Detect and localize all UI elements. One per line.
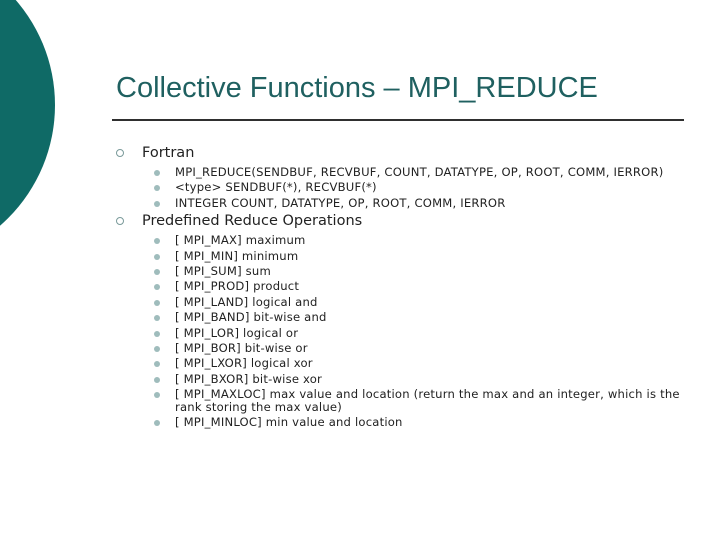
section-heading-text: Predefined Reduce Operations <box>142 213 363 230</box>
list-item-text: [ MPI_MAXLOC] max value and location (return the max and an integer, which is the rank storing the max value) <box>175 387 680 414</box>
dot-bullet-icon <box>154 331 160 337</box>
list-item-text: [ MPI_MINLOC] min value and location <box>175 415 403 430</box>
list-item <box>116 296 696 309</box>
list-item <box>116 342 696 355</box>
section-heading <box>116 144 696 162</box>
dot-bullet-icon <box>154 185 160 191</box>
section-heading <box>116 212 696 230</box>
list-item-text: [ MPI_BOR] bit-wise or <box>175 340 308 355</box>
list-item <box>116 388 696 414</box>
section-fortran <box>116 144 696 210</box>
list-item <box>116 280 696 293</box>
dot-bullet-icon <box>154 238 160 244</box>
list-item <box>116 166 696 179</box>
decorative-circles <box>0 0 120 300</box>
list-item-text: [ MPI_PROD] product <box>175 279 300 294</box>
dot-bullet-icon <box>154 201 160 207</box>
dot-bullet-icon <box>154 361 160 367</box>
slide-content <box>116 144 696 432</box>
dot-bullet-icon <box>154 284 160 290</box>
list-item-text: [ MPI_MIN] minimum <box>175 248 299 263</box>
list-item-text: [ MPI_LXOR] logical xor <box>175 356 313 371</box>
list-item <box>116 197 696 210</box>
list-item-text: INTEGER COUNT, DATATYPE, OP, ROOT, COMM, IERROR <box>175 195 506 210</box>
list-item-text: <type> SENDBUF(*), RECVBUF(*) <box>175 180 377 195</box>
list-item <box>116 373 696 386</box>
dot-bullet-icon <box>154 269 160 275</box>
list-item <box>116 234 696 247</box>
hollow-circle-bullet-icon <box>116 217 124 225</box>
dot-bullet-icon <box>154 300 160 306</box>
list-item-text: [ MPI_SUM] sum <box>175 263 271 278</box>
dot-bullet-icon <box>154 315 160 321</box>
dot-bullet-icon <box>154 254 160 260</box>
list-item <box>116 265 696 278</box>
dot-bullet-icon <box>154 170 160 176</box>
dot-bullet-icon <box>154 377 160 383</box>
section-reduce-operations <box>116 212 696 429</box>
hollow-circle-bullet-icon <box>116 149 124 157</box>
list-item <box>116 327 696 340</box>
list-item <box>116 250 696 263</box>
list-item-text: [ MPI_LAND] logical and <box>175 294 318 309</box>
dot-bullet-icon <box>154 392 160 398</box>
title-underline <box>112 119 684 121</box>
dot-bullet-icon <box>154 346 160 352</box>
list-item-text: MPI_REDUCE(SENDBUF, RECVBUF, COUNT, DATATYPE, OP, ROOT, COMM, IERROR) <box>175 165 664 179</box>
dot-bullet-icon <box>154 420 160 426</box>
list-item <box>116 357 696 370</box>
list-item <box>116 181 696 194</box>
list-item-text: [ MPI_BAND] bit-wise and <box>175 310 327 325</box>
list-item <box>116 416 696 429</box>
list-item-text: [ MPI_BXOR] bit-wise xor <box>175 371 322 386</box>
slide-title: Collective Functions – MPI_REDUCE <box>116 72 598 104</box>
section-heading-text: Fortran <box>142 145 195 161</box>
list-item-text: [ MPI_MAX] maximum <box>175 233 306 248</box>
list-item <box>116 311 696 324</box>
list-item-text: [ MPI_LOR] logical or <box>175 325 299 340</box>
